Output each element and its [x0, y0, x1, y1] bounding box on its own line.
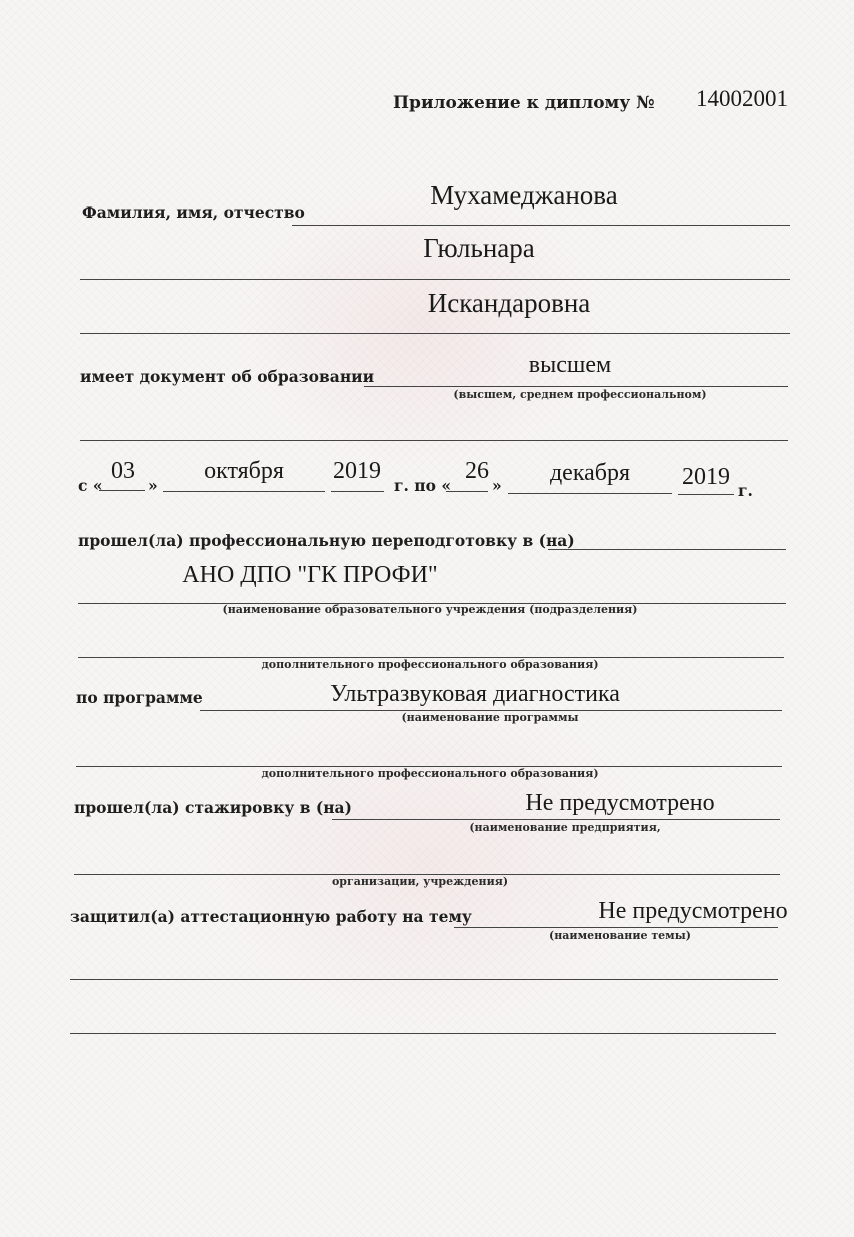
from-month: октября: [204, 458, 284, 484]
diploma-number: 14002001: [696, 86, 788, 111]
blank-line-1: [80, 440, 788, 441]
fio-surname: Мухамеджанова: [430, 180, 618, 210]
from-month-line: [163, 491, 325, 492]
education-label: имеет документ об образовании: [80, 367, 375, 386]
thesis-hint: (наименование темы): [549, 929, 691, 942]
internship-hint-2: организации, учреждения): [331, 875, 509, 888]
education-line: [364, 386, 788, 387]
retraining-label: прошел(ла) профессиональную переподготовку в (на): [78, 531, 575, 550]
to-month-line: [508, 493, 672, 494]
to-year: 2019: [682, 464, 730, 490]
period-from-prefix: с «: [78, 476, 103, 495]
program-label: по программе: [76, 688, 203, 707]
internship-line-1: [332, 819, 780, 820]
institution-name: АНО ДПО "ГК ПРОФИ": [182, 562, 438, 588]
fio-line-1: [292, 225, 790, 226]
fio-patronymic: Искандаровна: [427, 288, 591, 318]
internship-label: прошел(ла) стажировку в (на): [74, 798, 352, 817]
period-to-prefix: г. по «: [394, 476, 452, 495]
to-day-line: [446, 491, 488, 492]
education-hint: (высшем, среднем профессиональном): [453, 388, 707, 401]
blank-line-3: [70, 1033, 776, 1034]
from-year-line: [331, 491, 384, 492]
internship-hint-1: (наименование предприятия,: [469, 821, 661, 834]
thesis-line-1: [454, 927, 778, 928]
from-day-line: [99, 490, 145, 491]
program-name: Ультразвуковая диагностика: [330, 681, 620, 707]
period-to-day-close: »: [492, 476, 502, 495]
to-day: 26: [465, 458, 489, 484]
institution-hint-2: дополнительного профессионального образования): [261, 658, 599, 671]
thesis-label: защитил(а) аттестационную работу на тему: [70, 907, 472, 926]
fio-name: Гюльнара: [423, 233, 535, 263]
fio-line-2: [80, 279, 790, 280]
program-hint-2: дополнительного профессионального образования): [261, 767, 599, 780]
blank-line-2: [70, 979, 778, 980]
education-value: высшем: [528, 352, 612, 378]
retraining-line-1: [548, 549, 786, 550]
to-year-line: [678, 494, 734, 495]
internship-value: Не предусмотрено: [525, 790, 715, 816]
period-from-day-close: »: [148, 476, 158, 495]
thesis-value: Не предусмотрено: [598, 898, 788, 924]
document-title: Приложение к диплому №: [393, 93, 655, 113]
period-year-suffix: г.: [738, 481, 753, 500]
from-day: 03: [111, 458, 135, 484]
to-month: декабря: [549, 460, 631, 486]
program-hint-1: (наименование программы: [401, 711, 579, 724]
institution-hint-1: (наименование образовательного учреждения (подразделения): [222, 603, 638, 616]
fio-line-3: [80, 333, 790, 334]
from-year: 2019: [333, 458, 381, 484]
fio-label: Фамилия, имя, отчество: [82, 203, 305, 222]
